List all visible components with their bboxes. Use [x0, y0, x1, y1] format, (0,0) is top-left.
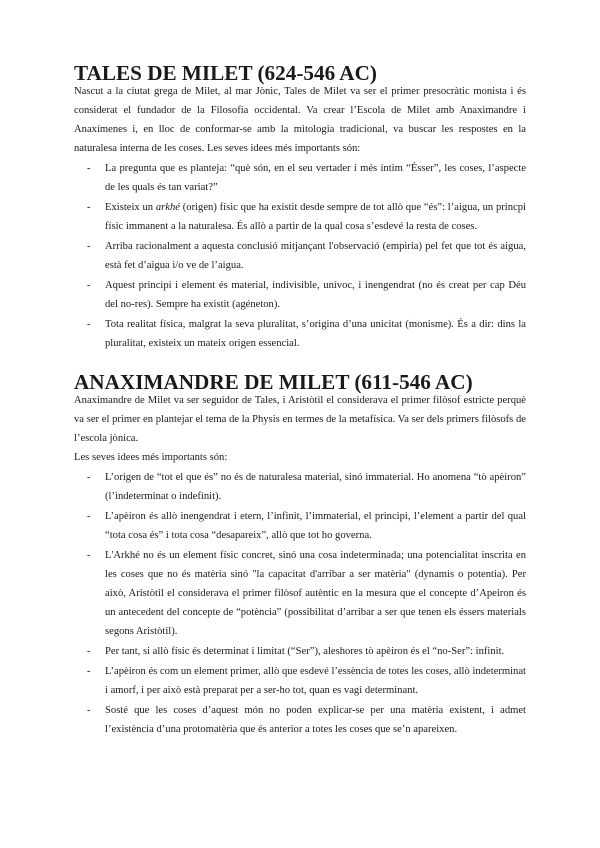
- list-item-text: Tota realitat física, malgrat la seva pluralitat, s’origina d’una unicitat (monisme). És a dir: dins la pluralitat, existeix un mateix origen essencial.: [105, 319, 526, 349]
- list-item: [74, 276, 526, 314]
- tales-ideas-list: [74, 159, 526, 353]
- list-item: [74, 701, 526, 739]
- section-heading-anaximandre: ANAXIMANDRE DE MILET (611-546 AC): [74, 370, 473, 394]
- list-item: [74, 198, 526, 236]
- list-item: [74, 159, 526, 197]
- bullet-dash: -: [87, 550, 91, 561]
- bullet-dash: -: [87, 472, 91, 483]
- bullet-dash: -: [87, 319, 91, 330]
- list-item: [74, 642, 526, 661]
- bullet-dash: -: [87, 511, 91, 522]
- list-item: [74, 507, 526, 545]
- list-item: [74, 662, 526, 700]
- list-item-text: La pregunta que es planteja: “què són, en el seu vertader i més íntim “Ésser”, les coses, l’aspecte de les quals és tan variat?”: [105, 163, 526, 193]
- list-item: [74, 315, 526, 353]
- bullet-dash: -: [87, 241, 91, 252]
- bullet-dash: -: [87, 163, 91, 174]
- bullet-dash: -: [87, 280, 91, 291]
- list-item-text: L’apèiron és allò inengendrat i etern, l’infinit, l’immaterial, el principi, l’element a partir del qual “tota cosa és” i tota cosa “desapareix”, allò que tot ho governa.: [105, 511, 526, 541]
- anaximandre-intro-paragraph: Anaximandre de Milet va ser seguidor de Tales, i Aristòtil el considerava el primer filòsof estricte perquè va ser el primer en plantejar el tema de la Physis en termes de la metafísica. Va ser dels primers filòsofs de l’escola jònica.: [74, 395, 526, 444]
- list-item-text: Per tant, si allò físic és determinat i limitat (“Ser”), aleshores tò apèiron és el “no-Ser”: infinit.: [105, 646, 505, 657]
- list-item-text: L’origen de “tot el que és” no és de naturalesa material, sinó immaterial. Ho anomena “tò apèiron” (l’indeterminat o indefinit).: [105, 472, 526, 502]
- anaximandre-ideas-list: [74, 468, 526, 739]
- list-item-text: L’apèiron és com un element primer, allò que esdevé l’essència de totes les coses, allò indeterminat i amorf, i per això està preparat per a ser-ho tot, quan es vagi determinant.: [105, 666, 526, 696]
- list-item-text-start: Existeix un: [105, 202, 156, 213]
- list-item-text-end: (origen) físic que ha existit desde sempre de tot allò que “és”: l’aigua, un princpi físic immanent a la naturalesa. És allò a partir de la qual cosa s’esdevé la resta de coses.: [105, 202, 526, 232]
- document-page: [74, 61, 526, 739]
- list-item-text: L'Arkhé no és un element físic concret, sinó una cosa indeterminada; una potencialitat inscrita en les coses que no és matèria sinó "la capacitat d'arribar a ser matèria" (dynamis o potentia). Per això, Aristòtil el considerava el primer filòsof autèntic en la mesura que el concepte d’Apeiron és un antecedent del concepte de “potència” (possibilitat d’arribar a ser que tenen els éssers materials segons Aristòtil).: [105, 550, 526, 637]
- list-item: [74, 546, 526, 641]
- list-item: [74, 468, 526, 506]
- tales-intro-paragraph: Nascut a la ciutat grega de Milet, al mar Jònic, Tales de Milet va ser el primer presocràtic monista i és considerat el fundador de la Filosofia occidental. Va crear l’Escola de Milet amb Anaximandre i Anaxímenes i, en lloc de conformar-se amb la mitologia tradicional, va buscar les respostes en la naturalesa interna de les coses. Les seves idees més importants són:: [74, 86, 526, 154]
- list-item: [74, 237, 526, 275]
- section-anaximandre: [74, 370, 526, 739]
- bullet-dash: -: [87, 666, 91, 677]
- term-arkhe-italic: arkhé: [155, 202, 180, 213]
- bullet-dash: -: [87, 202, 91, 213]
- anaximandre-lead-text: Les seves idees més importants són:: [74, 452, 228, 463]
- list-item-text: Aquest principi i element és material, indivisible, unívoc, i inengendrat (no és creat per cap Déu del no-res). Sempre ha existit (agéneton).: [105, 280, 526, 310]
- list-item-text: Sosté que les coses d’aquest món no poden explicar-se per una matèria existent, i admet l’existència d’una protomatèria que és anterior a totes les coses que se’n apareixen.: [105, 705, 526, 735]
- list-item-text: Arriba racionalment a aquesta conclusió mitjançant l'observació (empiria) pel fet que tot és aigua, està fet d’aigua i/o ve de l’aigua.: [105, 241, 526, 271]
- bullet-dash: -: [87, 646, 91, 657]
- list-item-text: [105, 202, 526, 232]
- bullet-dash: -: [87, 705, 91, 716]
- section-heading-tales: TALES DE MILET (624-546 AC): [74, 61, 377, 85]
